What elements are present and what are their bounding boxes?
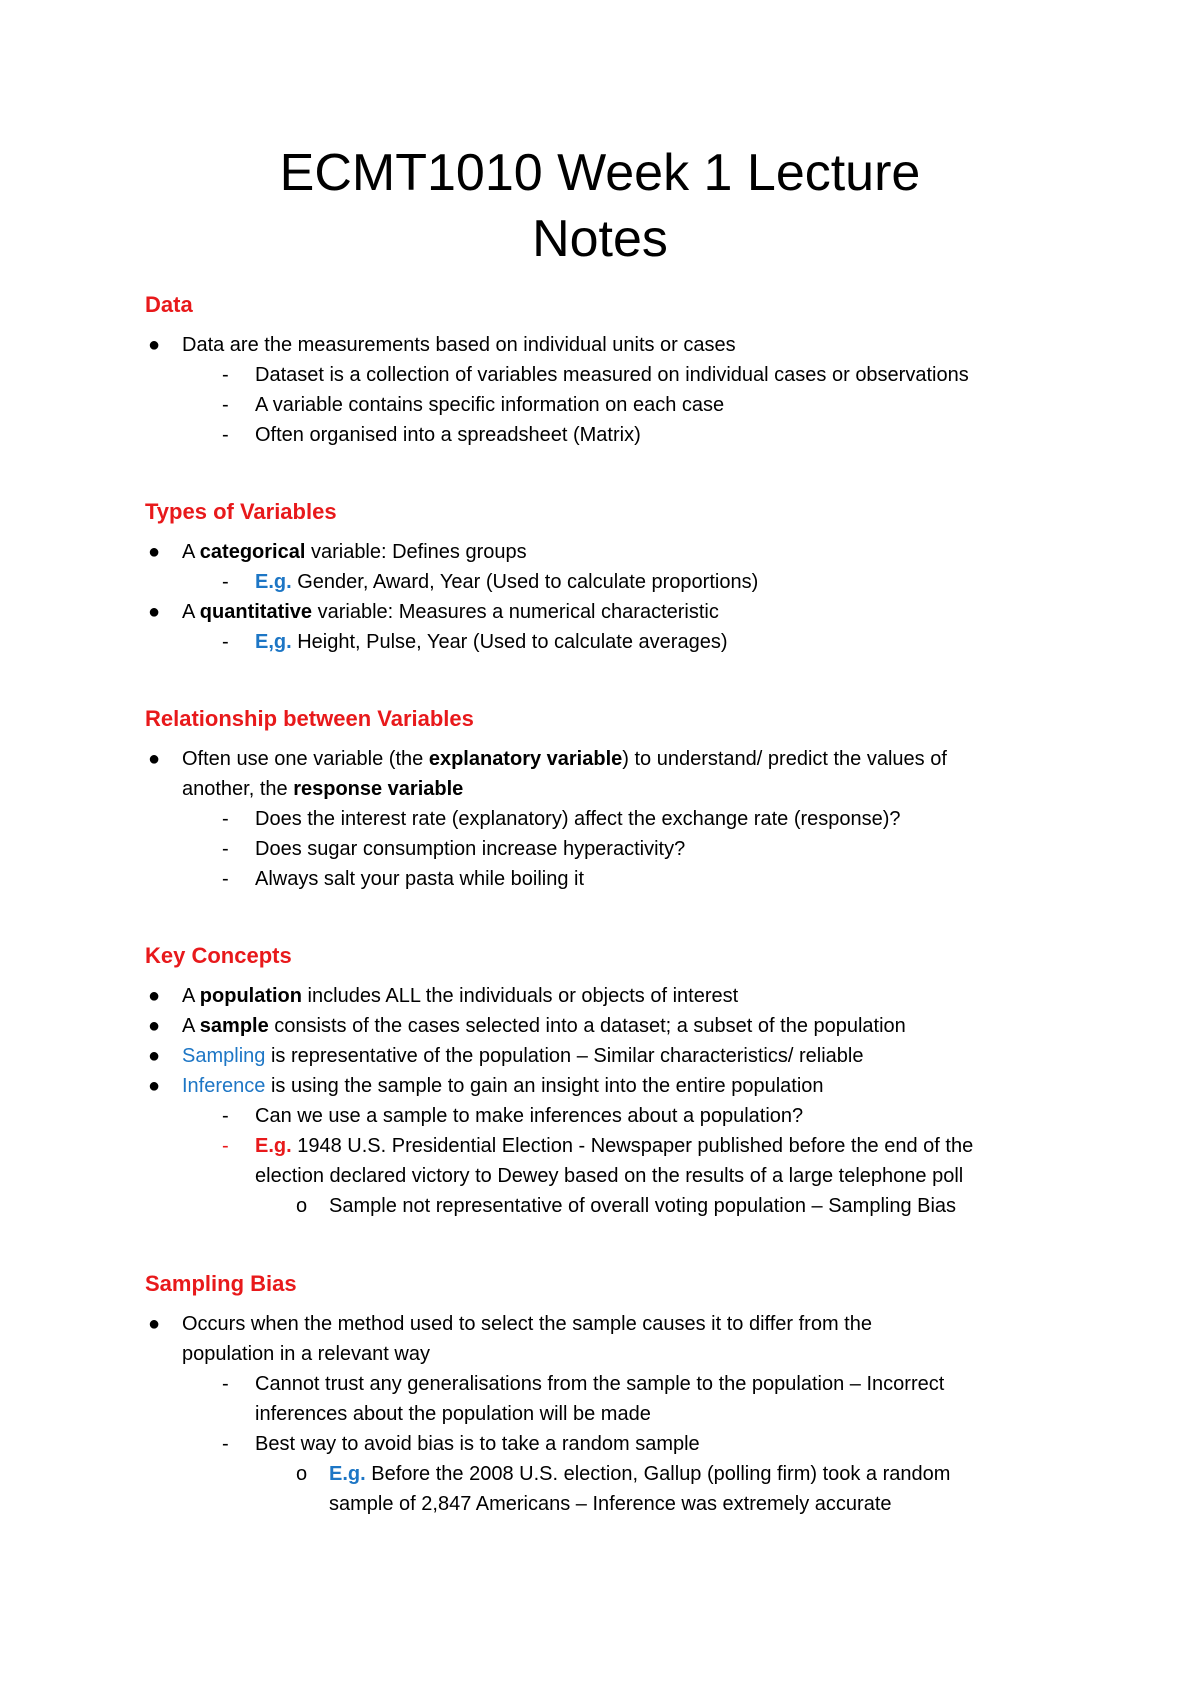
term-population: population (199, 985, 302, 1007)
bullet-marker: ● (148, 1313, 161, 1335)
example-label: E.g. (255, 571, 292, 593)
dash-marker: - (222, 868, 229, 890)
circle-marker: o (296, 1195, 308, 1217)
document-page: ECMT1010 Week 1 Lecture Notes Data ● Data are the measurements based on individual units or cases - Dataset is a collection of variables measured on individual cases or observations - A variable contains specific information on each case - Often organised into a spreadsheet (Matrix) Types of Variables ● A categorical variable: Defines groups - E.g. Gender, Award, Year (Used to calculate proportions) ● A quantitative variable: Measures a numerical characteristic - E,g. Height, Pulse, Year (Used to calculate averages) Relationship between Variables ● Often use one variable (the explanatory variable) to understand/ predict the values of another, the response variable - Does the interest rate (explanatory) affect the exchange rate (response)? - Does sugar consumption increase hyperactivity? - Always salt your pasta while boiling it Key Concepts ● A population includes ALL the individuals or objects of interest ● A sample consists of the cases selected into a dataset; a subset of the population ● Sampling is representative of the population – Similar characteristics/ reliable ● Inference is using the sample to gain an insight into the entire population - Can we use a sample to make inferences about a population? - E.g. 1948 U.S. Presidential Election - Newspaper published before the end of the election declared victory to Dewey based on the results of a large telephone poll o Sample not representative of overall voting population – Sampling Bias Sampling Bias ● Occurs when the method used to select the sample causes it to differ from the population in a relevant way - Cannot trust any generalisations from the sample to the population – Incorrect inferences about the population will be made - Best way to avoid bias is to take a random sample o E.g. Before the 2008 U.S. election, Gallup (polling firm) took a random sample of 2,847 Americans – Inference was extremely accurate (0, 0, 1200, 1698)
bullet-marker: ● (148, 1015, 161, 1037)
term-sampling: Sampling (182, 1045, 266, 1067)
bullet-marker: ● (148, 985, 161, 1007)
bullet-marker: ● (148, 334, 161, 356)
term-explanatory-variable: explanatory variable (428, 748, 623, 770)
dash-marker: - (222, 1135, 229, 1157)
dash-marker: - (222, 394, 229, 416)
section-heading-types-of-variables: Types of Variables (145, 499, 337, 524)
dash-marker: - (222, 631, 229, 653)
circle-marker: o (296, 1463, 308, 1485)
dash-marker: - (222, 808, 229, 830)
dash-marker: - (222, 364, 229, 386)
title-line-2: Notes (532, 210, 668, 268)
section-heading-sampling-bias: Sampling Bias (145, 1271, 297, 1296)
section-heading-key-concepts: Key Concepts (145, 943, 292, 968)
example-label: E.g. (255, 1135, 292, 1157)
section-heading-data: Data (145, 292, 193, 317)
bullet-marker: ● (148, 601, 161, 623)
page-title (100, 140, 1100, 272)
term-response-variable: response variable (293, 778, 464, 800)
term-categorical: categorical (199, 541, 306, 563)
dash-marker: - (222, 838, 229, 860)
section-heading-relationship-between-variables: Relationship between Variables (145, 706, 474, 731)
example-label: E,g. (255, 631, 292, 653)
dash-marker: - (222, 1373, 229, 1395)
example-label: E.g. (329, 1463, 366, 1485)
dash-marker: - (222, 1433, 229, 1455)
bullet-marker: ● (148, 1045, 161, 1067)
dash-marker: - (222, 1105, 229, 1127)
term-quantitative: quantitative (199, 601, 313, 623)
dash-marker: - (222, 571, 229, 593)
term-inference: Inference (182, 1075, 266, 1097)
bullet-marker: ● (148, 1075, 161, 1097)
bullet-marker: ● (148, 541, 161, 563)
term-sample: sample (199, 1015, 269, 1037)
dash-marker: - (222, 424, 229, 446)
bullet-marker: ● (148, 748, 161, 770)
title-line-1: ECMT1010 Week 1 Lecture (279, 144, 921, 202)
